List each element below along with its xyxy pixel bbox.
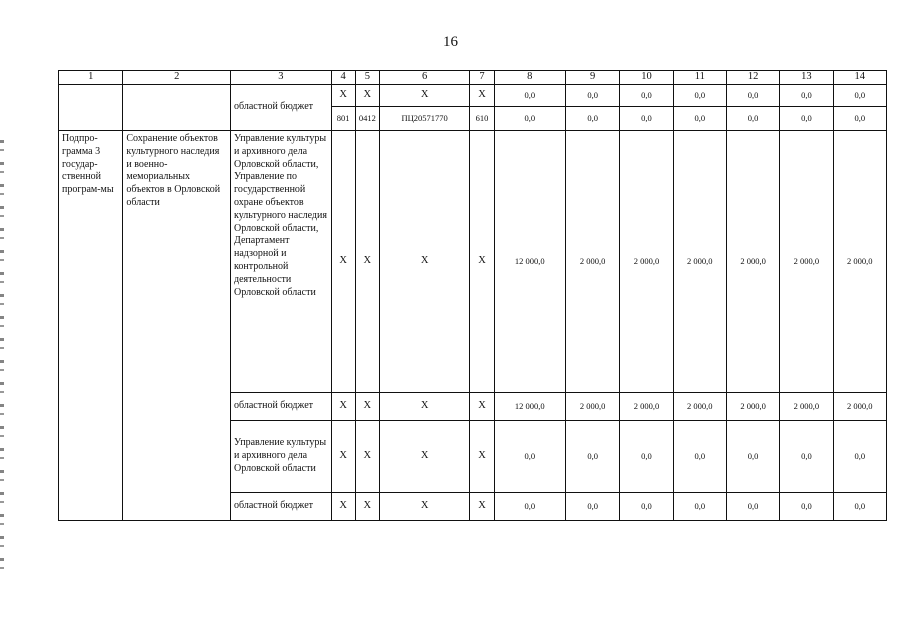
table-cell: 2 000,0 [726,393,779,421]
table-cell: 2 000,0 [673,393,726,421]
table-cell: 0,0 [494,107,565,131]
table-cell: 0,0 [565,107,619,131]
header-cell: 1 [59,71,123,85]
table-cell: 0,0 [620,85,673,107]
table-cell: 2 000,0 [780,131,833,393]
table-cell: 0,0 [780,85,833,107]
table-cell: Х [470,421,494,493]
table-cell: Х [355,85,379,107]
table-cell: Х [470,85,494,107]
header-cell: 9 [565,71,619,85]
header-cell: 7 [470,71,494,85]
table-cell: 2 000,0 [620,131,673,393]
header-cell: 6 [379,71,470,85]
table-cell: Х [331,85,355,107]
table-cell: Х [470,131,494,393]
scan-edge-artifact [0,140,4,580]
table-cell: 0,0 [833,85,886,107]
table-cell: Х [331,493,355,521]
table-cell: 0,0 [780,421,833,493]
table-cell: 0,0 [726,493,779,521]
table-cell: 0,0 [620,107,673,131]
table-cell: Х [331,421,355,493]
budget-table [58,70,887,521]
funding-source-label: областной бюджет [231,493,332,521]
table-cell: Х [379,85,470,107]
header-cell: 12 [726,71,779,85]
table-cell: Х [470,493,494,521]
table-cell: 0,0 [673,85,726,107]
table-cell: 0,0 [620,493,673,521]
table-cell: 0,0 [726,107,779,131]
page-number: 16 [443,34,458,50]
table-cell: 12 000,0 [494,393,565,421]
subprogram-title: Сохранение объектов культурного наследия и военно-мемориальных объектов в Орловской области [123,131,231,521]
table-cell: 0,0 [565,421,619,493]
header-cell: 10 [620,71,673,85]
table-cell: Х [355,421,379,493]
table-cell: Х [379,421,470,493]
table-cell: Х [470,393,494,421]
header-cell: 13 [780,71,833,85]
header-cell: 5 [355,71,379,85]
table-cell: 2 000,0 [833,131,886,393]
table-row [59,85,887,107]
table-cell: 0,0 [565,493,619,521]
table-cell: 0,0 [565,85,619,107]
responsible-executor: Управление культуры и архивного дела Орловской области [231,421,332,493]
table-cell: 0,0 [833,421,886,493]
table-cell: Х [379,393,470,421]
funding-source-label: областной бюджет [231,85,332,131]
table-cell: 0,0 [833,493,886,521]
table-cell: Х [355,393,379,421]
table-cell: 2 000,0 [833,393,886,421]
table-row [59,131,887,393]
table-cell: 0,0 [726,85,779,107]
table-cell: 0,0 [494,493,565,521]
table-cell: Х [331,131,355,393]
empty-cell [123,85,231,131]
header-cell: 2 [123,71,231,85]
table-header-row [59,71,887,85]
table-cell: 0,0 [780,107,833,131]
table-cell: 12 000,0 [494,131,565,393]
header-cell: 8 [494,71,565,85]
table-cell: 2 000,0 [565,393,619,421]
header-cell: 14 [833,71,886,85]
table-cell: 0,0 [673,421,726,493]
table-cell: Х [379,493,470,521]
funding-source-label: областной бюджет [231,393,332,421]
empty-cell [59,85,123,131]
table-cell: 2 000,0 [726,131,779,393]
table-cell: 2 000,0 [620,393,673,421]
table-cell: 0,0 [780,493,833,521]
table-cell: 2 000,0 [565,131,619,393]
table-cell: 610 [470,107,494,131]
table-cell: 801 [331,107,355,131]
header-cell: 4 [331,71,355,85]
responsible-executors: Управление культуры и архивного дела Орловской области, Управление по государственной охране объектов культурного наследия Орловской области, Департамент надзорной и контрольной деятельности Орловской области [231,131,332,393]
table-cell: 0,0 [833,107,886,131]
table-cell: 0,0 [673,107,726,131]
table-cell: ПЦ20571770 [379,107,470,131]
table-cell: 0412 [355,107,379,131]
table-cell: Х [331,393,355,421]
table-cell: Х [379,131,470,393]
table-cell: 2 000,0 [673,131,726,393]
table-cell: Х [355,493,379,521]
table-cell: 2 000,0 [780,393,833,421]
table-cell: Х [355,131,379,393]
table-cell: 0,0 [726,421,779,493]
header-cell: 11 [673,71,726,85]
table-cell: 0,0 [673,493,726,521]
subprogram-number: Подпро-грамма 3 государ-ственной програм-мы [59,131,123,521]
table-cell: 0,0 [494,421,565,493]
table-cell: 0,0 [620,421,673,493]
header-cell: 3 [231,71,332,85]
table-cell: 0,0 [494,85,565,107]
